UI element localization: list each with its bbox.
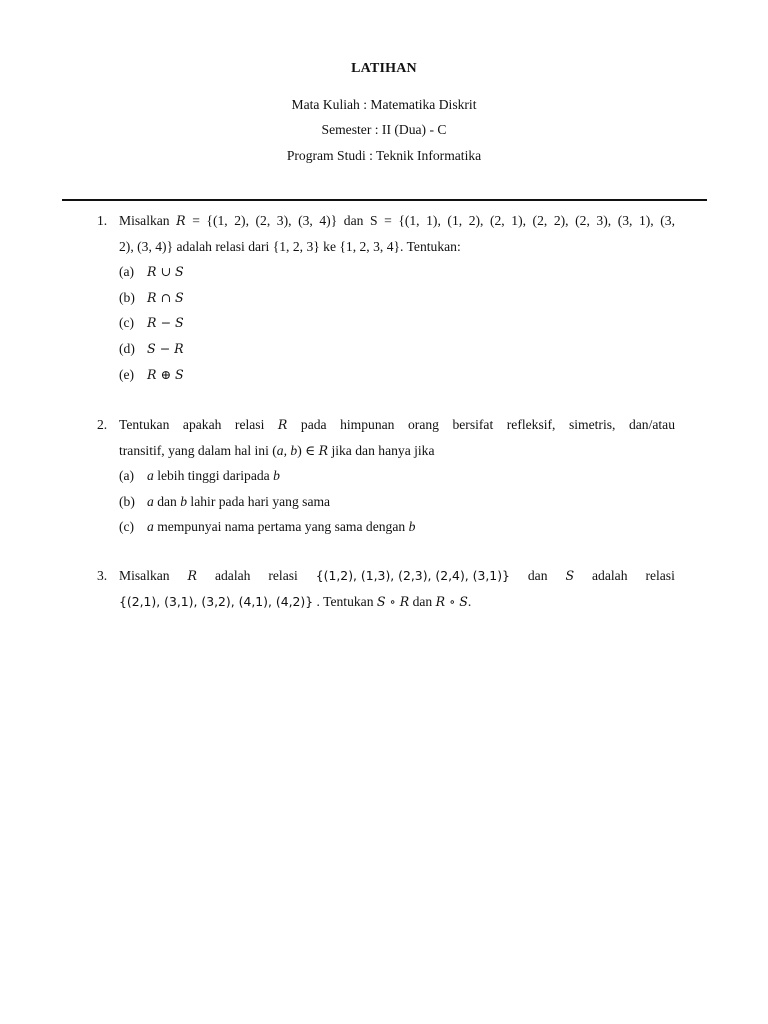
option-expression: S − R [147,341,184,357]
variable-b: b [273,468,280,483]
option-expression: R ⊕ S [147,366,184,382]
question-number: 3. [97,568,108,583]
variable-b: b [408,519,416,535]
question-text-part: = {(1, 2), (2, 3), (3, 4)} dan S = {(1, 1), (1, 2), (2, 1), (2, 2), (2, 3), (3, 1), (3, [185,213,675,228]
question-word: adalah [592,568,628,583]
question-word: relasi [268,568,298,583]
symbol-r: R [277,417,288,432]
symbol-s: S [565,568,575,583]
question-text-line [119,589,675,615]
option-expression: R ∪ S [147,264,184,279]
question-word: relasi [645,568,675,583]
symbol-r: R [187,568,198,583]
question-text-part: pada himpunan orang bersifat refleksif, simetris, dan/atau [287,417,675,432]
question-3 [97,563,675,614]
option-c [119,310,675,336]
option-text: lahir pada hari yang sama [187,493,331,509]
option-b [119,285,675,311]
option-label: (d) [119,341,135,357]
option-label: (b) [119,289,135,305]
question-text-part: . Tentukan [313,593,377,609]
question-text-part: Tentukan apakah relasi [119,417,278,432]
relation-s-set: {(2,1), (3,1), (3,2), (4,1), (4,2)} [119,593,314,609]
variable-b: b [180,493,188,509]
question-text-part: . [467,593,472,609]
question-text-line: 2), (3, 4)} adalah relasi dari {1, 2, 3} ke {1, 2, 3, 4}. Tentukan: [119,238,461,254]
question-number: 2. [97,417,108,432]
question-word: dan [527,568,548,583]
option-text: dan [153,493,181,509]
option-b [119,489,675,515]
option-a [119,259,675,285]
option-label: (c) [119,315,135,331]
option-d [119,336,675,362]
question-text-part: transitif, yang dalam hal ini ( [119,442,277,458]
question-text [119,412,675,438]
option-expression: R − S [147,315,184,331]
option-expression: R ∩ S [147,289,184,305]
option-label: (b) [119,493,135,509]
option-text: lebih tinggi daripada [153,468,274,483]
option-label: (a) [119,468,135,483]
option-label: (a) [119,264,135,279]
question-text-part: dan [409,593,436,609]
document-title: LATIHAN [351,61,417,76]
question-number: 1. [97,213,108,228]
composition-r-s: R ∘ S [435,593,468,609]
option-a [119,463,675,489]
horizontal-rule [62,199,707,201]
option-e [119,362,675,388]
question-text-part: Misalkan [119,213,177,228]
semester-line: Semester : II (Dua) - C [321,122,447,137]
program-line: Program Studi : Teknik Informatika [286,148,482,163]
symbol-r: R [318,442,329,458]
question-text-line [119,438,675,464]
symbol-r: R [176,213,186,228]
question-text [119,208,675,234]
relation-r-set: {(1,2), (1,3), (2,3), (2,4), (3,1)} [315,568,510,583]
question-2 [97,412,675,540]
question-word: Misalkan [119,568,170,583]
question-text-part: ) ∈ [297,442,319,458]
option-label: (c) [119,519,135,535]
question-text-part: jika dan hanya jika [328,442,435,458]
composition-s-r: S ∘ R [376,593,410,609]
question-text [119,563,675,589]
pair-ab: a, b [276,442,298,458]
variable-a: a [147,468,154,483]
variable-a: a [147,493,154,509]
variable-a: a [147,519,154,535]
option-label: (e) [119,366,135,382]
question-word: adalah [214,568,251,583]
option-text: mempunyai nama pertama yang sama dengan [153,519,409,535]
question-1 [97,208,675,387]
course-line: Mata Kuliah : Matematika Diskrit [291,97,477,112]
option-c [119,514,675,540]
